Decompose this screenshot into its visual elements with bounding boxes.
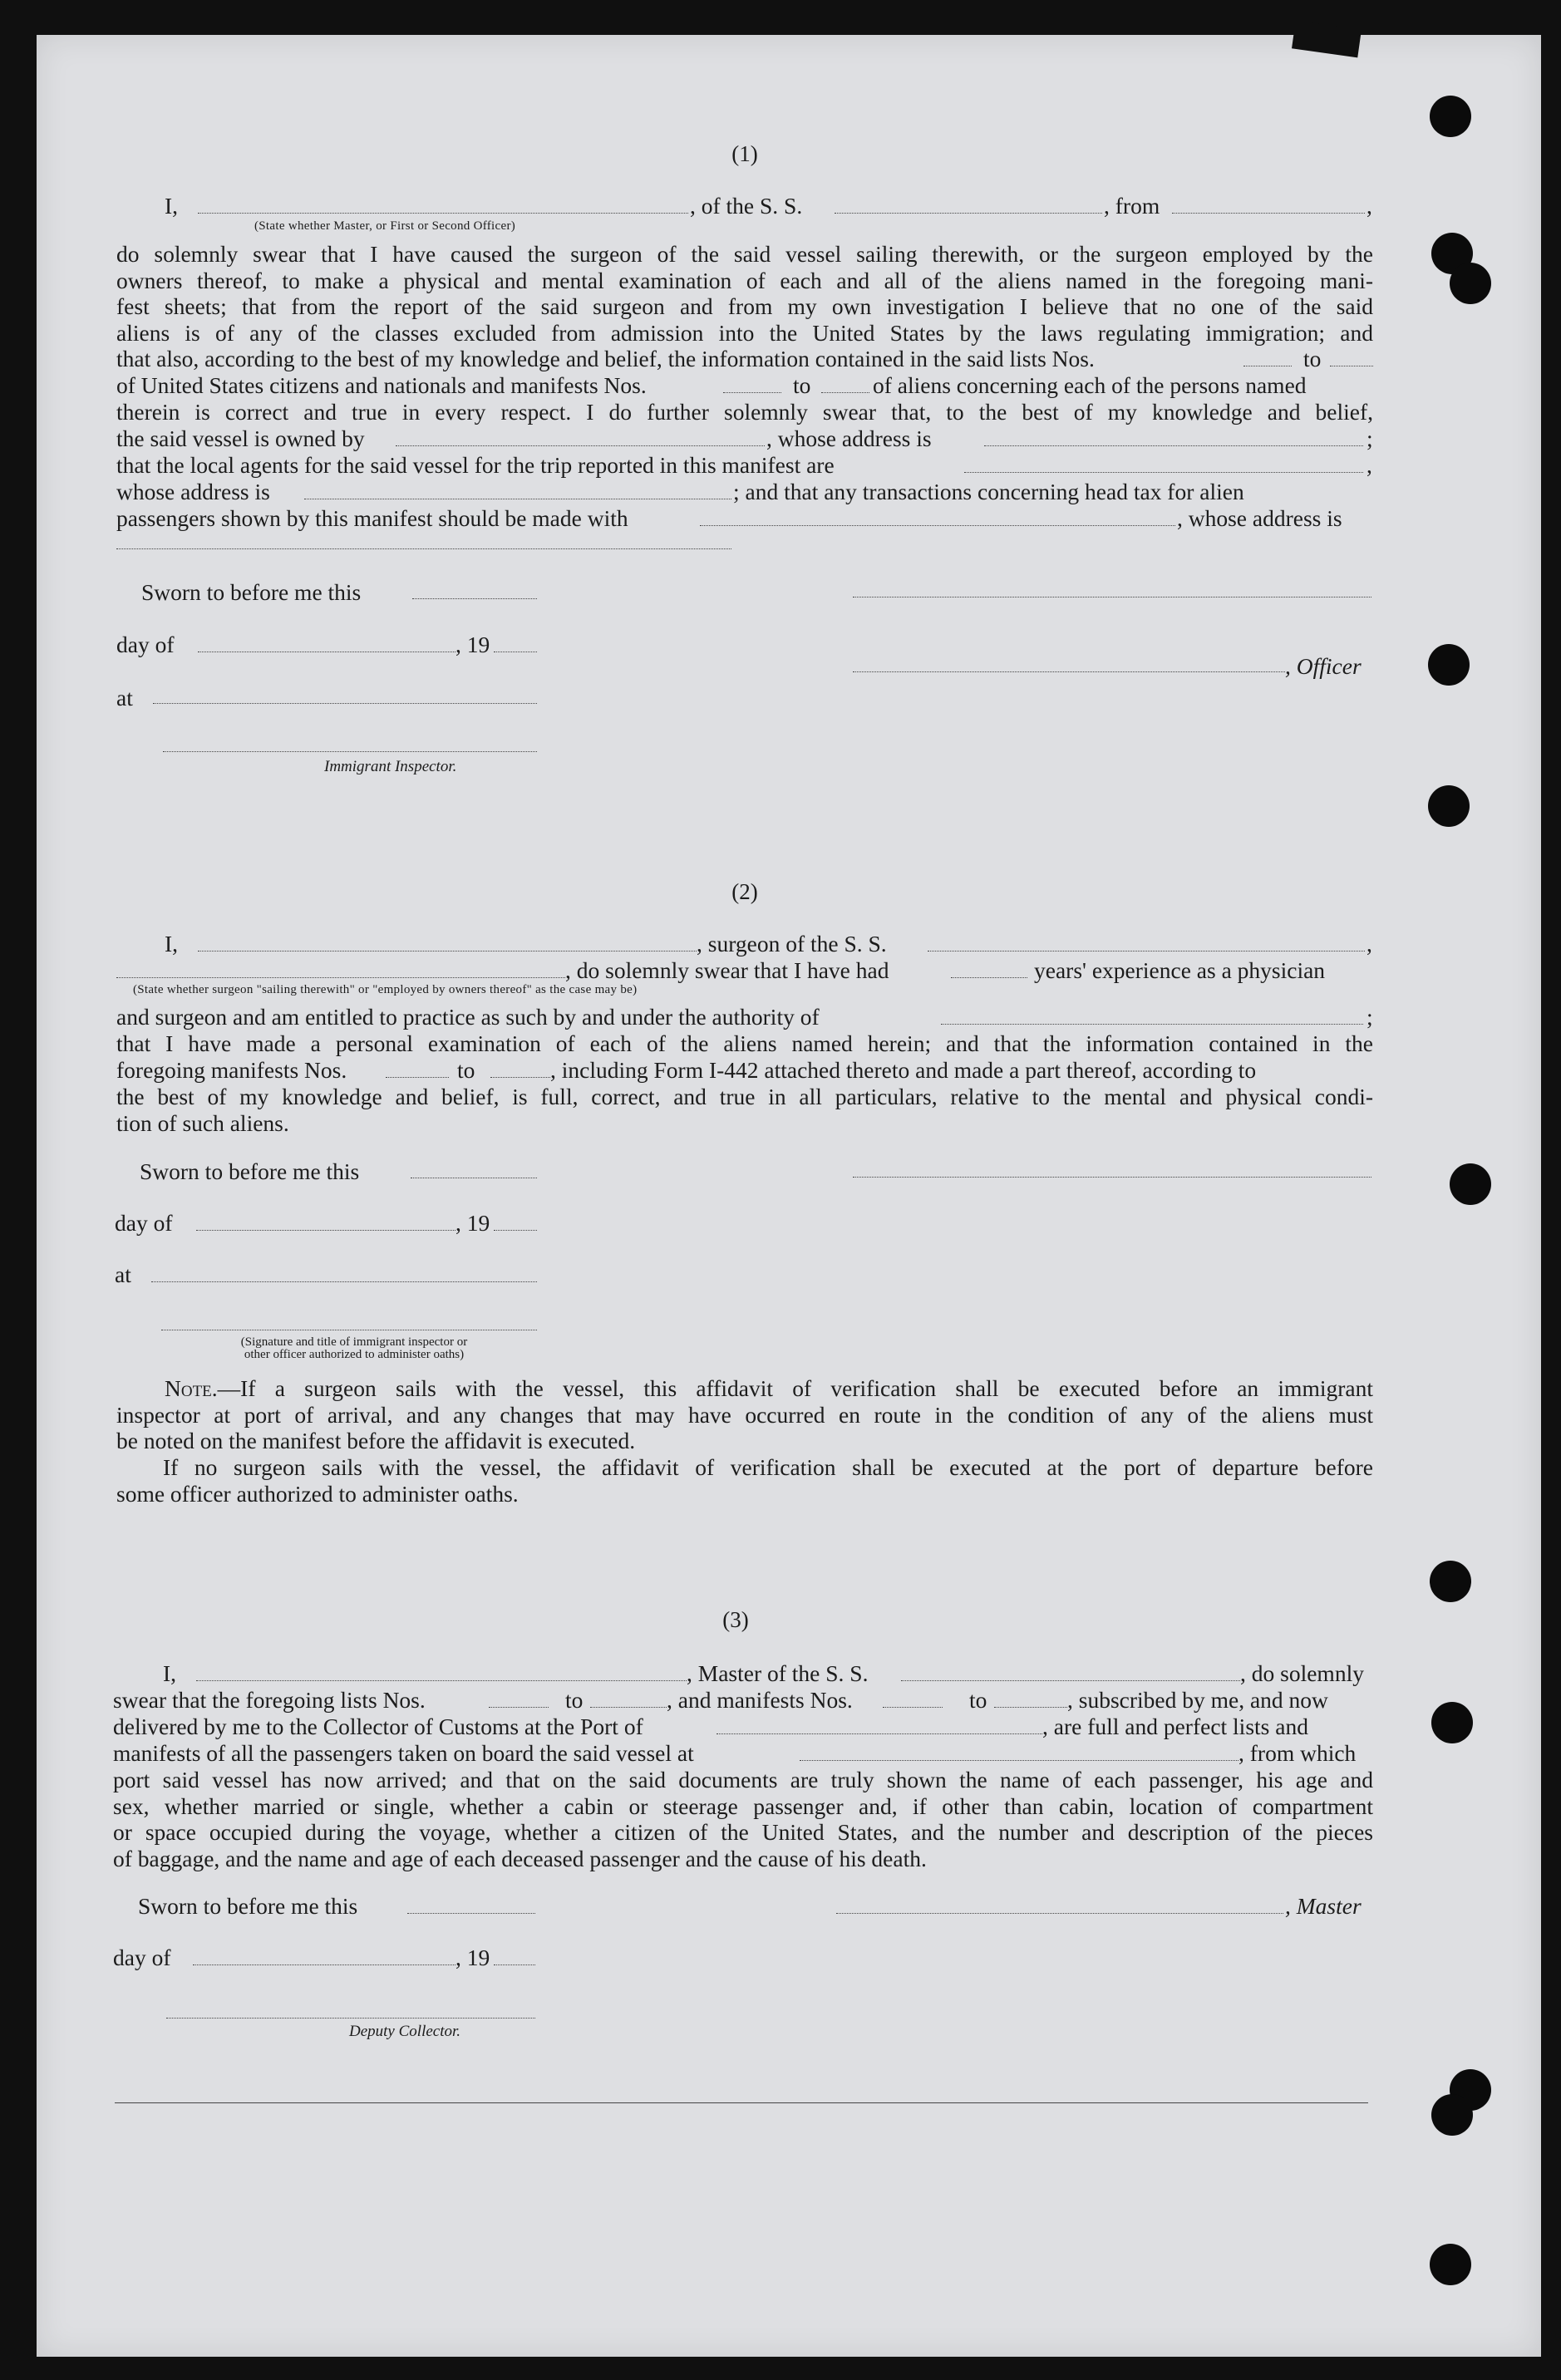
month-field[interactable] — [196, 1230, 455, 1231]
note-line: inspector at port of arrival, and any changes that may have occurred en route in the condition of any of the aliens must — [116, 1401, 1373, 1428]
years-label: years' experience as a physician — [1034, 957, 1326, 983]
officer-title-field[interactable] — [853, 671, 1285, 672]
examination-line — [116, 1030, 1373, 1057]
caption-line: other officer authorized to administer oaths) — [244, 1348, 465, 1361]
manifests-from-field[interactable] — [883, 1707, 943, 1708]
year-field[interactable] — [494, 1230, 537, 1231]
surgeon-vessel-field[interactable] — [928, 951, 1365, 952]
and-manifests-label: , and manifests Nos. — [667, 1687, 853, 1713]
from-which-label: , from which — [1238, 1740, 1357, 1766]
sworn-label: Sworn to before me this — [140, 1158, 360, 1184]
paragraph-line: the best of my knowledge and belief, is full, correct, and true in all particulars, relative to the mental and physical condi- — [116, 1084, 1373, 1109]
surgeon-manifests-from-field[interactable] — [386, 1077, 449, 1078]
lists-from-field[interactable] — [489, 1707, 549, 1708]
master-signature-field[interactable] — [836, 1913, 1283, 1914]
surgeon-type-field[interactable] — [116, 977, 565, 978]
section-3-paragraph — [113, 1767, 1373, 1871]
note-line: —If a surgeon sails with the vessel, this affidavit of verification shall be executed before an immigrant — [217, 1375, 1373, 1401]
day-of-label: day of — [116, 632, 175, 657]
surgeon-manifests-to-label: to — [457, 1057, 475, 1083]
inspector-caption: Immigrant Inspector. — [324, 758, 457, 775]
punch-hole — [1450, 1163, 1491, 1205]
punch-hole — [1428, 785, 1470, 827]
officer-label: , Officer — [1285, 653, 1362, 679]
paragraph-line: or space occupied during the voyage, whether a citizen of the United States, and the number and description of the pieces — [113, 1819, 1373, 1846]
note-line: If no surgeon sails with the vessel, the affidavit of verification shall be executed at the port of departure before — [163, 1454, 1373, 1480]
sworn-day-field[interactable] — [407, 1913, 535, 1914]
sworn-label: Sworn to before me this — [141, 579, 362, 605]
manifests-to-field[interactable] — [821, 392, 869, 393]
punch-hole — [1431, 2094, 1473, 2136]
section-1 — [116, 141, 1373, 175]
master-label: , Master — [1285, 1893, 1362, 1919]
foregoing-manifests-label: foregoing manifests Nos. — [116, 1057, 347, 1083]
deputy-signature-field[interactable] — [166, 2018, 535, 2019]
form-i442-label: , including Form I-442 attached thereto and made a part thereof, according to — [550, 1057, 1257, 1083]
punch-hole — [1428, 644, 1470, 686]
citizens-label: of United States citizens and nationals and manifests Nos. — [116, 372, 647, 398]
foregoing-lists-label: swear that the foregoing lists Nos. — [113, 1687, 426, 1713]
master-of-ss-label: , Master of the S. S. — [687, 1660, 869, 1686]
paragraph-line: aliens is of any of the classes excluded from admission into the United States by the laws regulating immigration; and — [116, 319, 1373, 346]
inspector-signature-field[interactable] — [163, 751, 537, 752]
note-label: Note. — [165, 1375, 218, 1401]
punch-hole — [1431, 1702, 1473, 1743]
aliens-label: of aliens concerning each of the persons named — [873, 372, 1307, 398]
note-line: some officer authorized to administer oaths. — [116, 1480, 519, 1507]
years-experience-field[interactable] — [951, 977, 1027, 978]
section-1-heading: (1) — [731, 141, 758, 166]
punctuation: , — [1366, 452, 1372, 478]
sworn-day-field[interactable] — [412, 598, 537, 599]
punch-hole — [1430, 96, 1471, 137]
head-tax-agent-field[interactable] — [700, 525, 1175, 526]
full-perfect-label: , are full and perfect lists and — [1042, 1714, 1308, 1739]
surgeon-name-field[interactable] — [198, 951, 697, 952]
day-of-label: day of — [113, 1945, 171, 1970]
head-tax-label: ; and that any transactions concerning head tax for alien — [733, 479, 1244, 504]
manifests-from-field[interactable] — [723, 392, 781, 393]
port-field[interactable] — [716, 1733, 1042, 1734]
paragraph-line: do solemnly swear that I have caused the surgeon of the said vessel sailing therewith, or the surgeon employed by the — [116, 241, 1373, 267]
subscribed-label: , subscribed by me, and now — [1067, 1687, 1328, 1713]
master-name-field[interactable] — [196, 1680, 687, 1681]
passengers-label: passengers shown by this manifest should be made with — [116, 505, 628, 531]
master-vessel-field[interactable] — [901, 1680, 1240, 1681]
section-3 — [116, 1607, 1355, 1640]
do-solemnly-label: , do solemnly — [1240, 1660, 1364, 1686]
deputy-caption: Deputy Collector. — [349, 2023, 461, 2040]
lists-to-label: to — [565, 1687, 584, 1713]
punch-hole — [1430, 1561, 1471, 1602]
lists-nos-label: that also, according to the best of my knowledge and belief, the information contained in the said lists Nos. — [116, 346, 1095, 371]
at-label: at — [116, 685, 133, 711]
owner-field[interactable] — [396, 445, 765, 446]
head-tax-address-label: , whose address is — [1177, 505, 1342, 531]
paragraph-line: owners thereof, to make a physical and mental examination of each and all of the aliens named in the foregoing mani- — [116, 267, 1373, 293]
paragraph-line: therein is correct and true in every respect. I do further solemnly swear that, to the best of my knowledge and belief, — [116, 399, 1373, 425]
month-field[interactable] — [193, 1964, 455, 1965]
owner-address-label: , whose address is — [766, 425, 932, 451]
day-of-label: day of — [115, 1210, 173, 1236]
note-paragraph — [116, 1375, 1373, 1454]
note-line: be noted on the manifest before the affidavit is executed. — [116, 1428, 636, 1454]
master-caption: (State whether Master, or First or Second Officer) — [254, 219, 516, 233]
punch-hole — [1450, 263, 1491, 304]
bottom-rule — [115, 2102, 1368, 2103]
authority-field[interactable] — [941, 1024, 1363, 1025]
knowledge-lines — [116, 1084, 1373, 1136]
year-label: , 19 — [455, 632, 490, 657]
year-label: , 19 — [455, 1210, 490, 1236]
embarkation-port-field[interactable] — [800, 1760, 1238, 1761]
section-1-paragraph — [116, 241, 1373, 346]
at-field[interactable] — [151, 1281, 537, 1282]
at-label: at — [115, 1261, 131, 1287]
paragraph-line: port said vessel has now arrived; and that on the said documents are truly shown the name of each passenger, his age and — [113, 1767, 1373, 1792]
lists-to-field[interactable] — [590, 1707, 667, 1708]
surgeon-swear-label: , do solemnly swear that I have had — [565, 957, 889, 983]
agents-field[interactable] — [964, 472, 1363, 473]
agents-label: that the local agents for the said vessel for the trip reported in this manifest are — [116, 452, 835, 478]
surgeon-caption: (State whether surgeon "sailing therewith" or "employed by owners thereof" as the case may be) — [133, 983, 638, 996]
paragraph-line: fest sheets; that from the report of the said surgeon and from my own investigation I believe that no one of the said — [116, 293, 1373, 320]
year-label: , 19 — [455, 1945, 490, 1970]
section-3-heading: (3) — [722, 1607, 749, 1632]
citizens-to-label: to — [793, 372, 811, 398]
section-2-i-label: I, — [165, 931, 179, 956]
sworn-label: Sworn to before me this — [138, 1893, 358, 1919]
paragraph-line: sex, whether married or single, whether a cabin or steerage passenger and, if other than cabin, location of compartment — [113, 1792, 1373, 1819]
at-field[interactable] — [153, 703, 537, 704]
section-2 — [116, 879, 1373, 912]
caption-line: (Signature and title of immigrant inspector or — [240, 1335, 468, 1349]
punctuation: ; — [1366, 1004, 1373, 1030]
surgeon-signature-field[interactable] — [853, 1177, 1371, 1178]
punch-hole — [1430, 2244, 1471, 2285]
note-2-paragraph — [116, 1454, 1373, 1507]
of-ss-label: , of the S. S. — [690, 193, 803, 219]
section-2-heading: (2) — [731, 879, 758, 904]
section-1-i-label: I, — [165, 193, 179, 219]
agent-address-label: whose address is — [116, 479, 270, 504]
surgeon-manifests-to-field[interactable] — [490, 1077, 550, 1078]
lists-to-label: to — [1303, 346, 1322, 371]
surgeon-of-ss-label: , surgeon of the S. S. — [697, 931, 887, 956]
owned-by-label: the said vessel is owned by — [116, 425, 365, 451]
punctuation: ; — [1366, 425, 1373, 451]
paragraph-line: of baggage, and the name and age of each deceased passenger and the cause of his death. — [113, 1845, 927, 1871]
signature-caption — [163, 1336, 545, 1361]
authority-label: and surgeon and am entitled to practice as such by and under the authority of — [116, 1004, 820, 1030]
manifests-to-field[interactable] — [994, 1707, 1067, 1708]
from-label: , from — [1104, 193, 1160, 219]
vessel-name-field[interactable] — [835, 213, 1102, 214]
punctuation: , — [1366, 931, 1372, 956]
officer-name-field[interactable] — [198, 213, 688, 214]
manifests-all-label: manifests of all the passengers taken on board the said vessel at — [113, 1740, 694, 1766]
year-field[interactable] — [494, 1964, 535, 1965]
therein-line — [116, 399, 1373, 425]
manifests-to-label: to — [969, 1687, 987, 1713]
head-tax-address-field[interactable] — [116, 548, 731, 549]
section-3-i-label: I, — [163, 1660, 177, 1686]
owner-address-field[interactable] — [984, 445, 1363, 446]
paragraph-line: tion of such aliens. — [116, 1109, 289, 1136]
from-port-field[interactable] — [1172, 213, 1365, 214]
paragraph-line: that I have made a personal examination of each of the aliens named herein; and that the information contained in the — [116, 1030, 1373, 1056]
delivered-label: delivered by me to the Collector of Customs at the Port of — [113, 1714, 643, 1739]
